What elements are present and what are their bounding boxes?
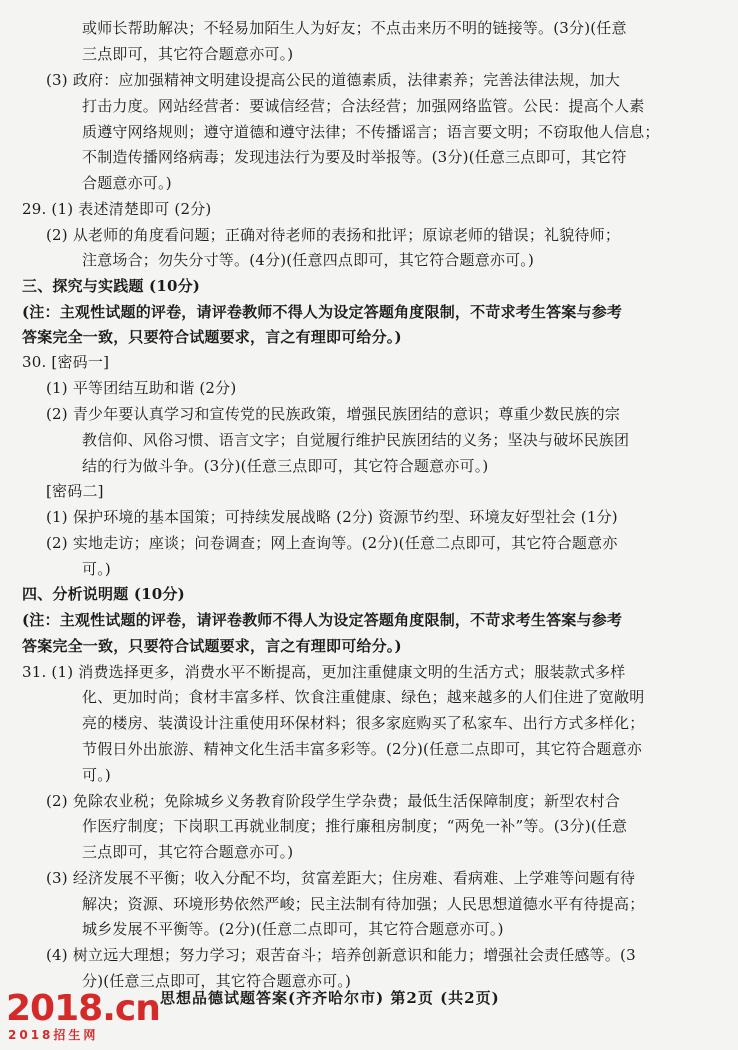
answer-line: 不制造传播网络病毒；发现违法行为要及时举报等。(3分)(任意三点即可，其它符	[82, 148, 627, 166]
answer-line: 化、更加时尚；食材丰富多样、饮食注重健康、绿色；越来越多的人们住进了宽敞明	[82, 688, 645, 706]
answer-line: 或师长帮助解决；不轻易加陌生人为好友；不点击来历不明的链接等。(3分)(任意	[82, 19, 627, 37]
answer-line: 城乡发展不平衡等。(2分)(任意二点即可，其它符合题意亦可。)	[82, 920, 504, 938]
page-footer: 思想品德试题答案(齐齐哈尔市) 第2页 (共2页)	[160, 989, 500, 1007]
answer-line: (注：主观性试题的评卷，请评卷教师不得人为设定答题角度限制，不苛求考生答案与参考	[22, 611, 623, 629]
answer-line: 作医疗制度；下岗职工再就业制度；推行廉租房制度；“两免一补”等。(3分)(任意	[82, 817, 628, 835]
answer-line: 三、探究与实践题 (10分)	[22, 277, 201, 295]
answer-line: 30. [密码一]	[22, 353, 110, 371]
answer-line: (2) 免除农业税；免除城乡义务教育阶段学生学杂费；最低生活保障制度；新型农村合	[46, 792, 621, 810]
answer-line: (2) 从老师的角度看问题；正确对待老师的表扬和批评；原谅老师的错误；礼貌待师；	[46, 226, 621, 244]
answer-line: 29. (1) 表述清楚即可 (2分)	[22, 200, 212, 218]
site-watermark-logo	[6, 988, 160, 1048]
answer-line: 答案完全一致，只要符合试题要求，言之有理即可给分。)	[22, 637, 402, 655]
answer-line: 三点即可，其它符合题意亦可。)	[82, 45, 294, 63]
answer-line: 解决；资源、环境形势依然严峻；民主法制有待加强；人民思想道德水平有待提高；	[82, 895, 645, 913]
answer-line: 打击力度。网站经营者：要诚信经营；合法经营；加强网络监管。公民：提高个人素	[82, 97, 645, 115]
answer-line: 可。)	[82, 560, 111, 578]
answer-line: (4) 树立远大理想；努力学习；艰苦奋斗；培养创新意识和能力；增强社会责任感等。(3	[46, 946, 636, 964]
watermark-logo-text: 2018.cn	[6, 988, 160, 1029]
answer-line: (2) 青少年要认真学习和宣传党的民族政策，增强民族团结的意识；尊重少数民族的宗	[46, 405, 621, 423]
answer-line: (3) 经济发展不平衡；收入分配不均，贫富差距大；住房难、看病难、上学难等问题有待	[46, 869, 636, 887]
answer-line: 节假日外出旅游、精神文化生活丰富多彩等。(2分)(任意二点即可，其它符合题意亦	[82, 740, 642, 758]
answer-line: (3) 政府：应加强精神文明建设提高公民的道德素质，法律素养；完善法律法规，加大	[46, 71, 621, 89]
answer-line: 亮的楼房、装潢设计注重使用环保材料；很多家庭购买了私家车、出行方式多样化；	[82, 714, 645, 732]
answer-line: (注：主观性试题的评卷，请评卷教师不得人为设定答题角度限制，不苛求考生答案与参考	[22, 303, 623, 321]
answer-line: 合题意亦可。)	[82, 174, 172, 192]
answer-line: 三点即可，其它符合题意亦可。)	[82, 843, 294, 861]
answer-line: [密码二]	[46, 482, 104, 500]
answer-line: (2) 实地走访；座谈；问卷调查；网上查询等。(2分)(任意二点即可，其它符合题意亦	[46, 534, 618, 552]
answer-line: 可。)	[82, 766, 111, 784]
answer-line: (1) 平等团结互助和谐 (2分)	[46, 379, 237, 397]
answer-line: 31. (1) 消费选择更多，消费水平不断提高，更加注重健康文明的生活方式；服装款式多样	[22, 663, 626, 681]
answer-line: 四、分析说明题 (10分)	[22, 585, 185, 603]
watermark-logo-subtitle: 2018招生网	[8, 1028, 99, 1042]
answer-line: 答案完全一致，只要符合试题要求，言之有理即可给分。)	[22, 328, 402, 346]
answer-line: 分)(任意三点即可，其它符合题意亦可。)	[82, 972, 352, 990]
answer-line: 注意场合；勿失分寸等。(4分)(任意四点即可，其它符合题意亦可。)	[82, 251, 535, 269]
answer-line: 结的行为做斗争。(3分)(任意三点即可，其它符合题意亦可。)	[82, 457, 489, 475]
answer-line: 质遵守网络规则；遵守道德和遵守法律；不传播谣言；语言要文明；不窃取他人信息；	[82, 123, 660, 141]
answer-line: 教信仰、风俗习惯、语言文字；自觉履行维护民族团结的义务；坚决与破坏民族团	[82, 431, 630, 449]
answer-line: (1) 保护环境的基本国策；可持续发展战略 (2分) 资源节约型、环境友好型社会 (1分)	[46, 508, 618, 526]
